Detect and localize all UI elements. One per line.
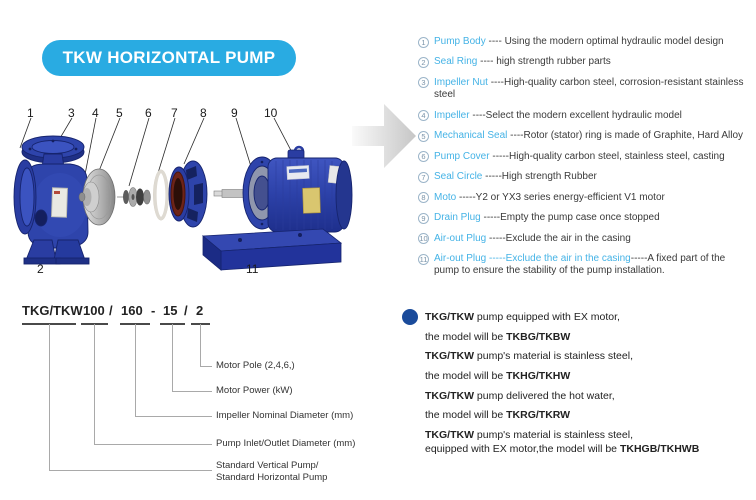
connector-line <box>200 366 212 367</box>
part-name: Mechanical Seal <box>434 130 508 142</box>
part-name: Air-out Plug <box>434 232 487 244</box>
part-item-3 <box>418 77 752 102</box>
part-desc: ----Select the modern excellent hydraulic model <box>472 109 682 121</box>
label-motor-power: Motor Power (kW) <box>216 385 293 396</box>
part-desc: -----Y2 or YX3 series energy-efficient V1 motor <box>459 191 665 203</box>
callout-11: 11 <box>246 262 259 276</box>
part-number-badge: 7 <box>418 172 429 183</box>
model-series: TKG/TKW <box>22 303 83 318</box>
pump-body-part <box>14 136 89 264</box>
callout-10: 10 <box>264 106 278 120</box>
part-number-badge: 4 <box>418 110 429 121</box>
note-line: TKG/TKW pump's material is stainless steel, <box>425 429 633 442</box>
part-name: Seal Circle <box>434 171 483 183</box>
connector-line <box>135 416 212 417</box>
part-name: Moto <box>434 191 457 203</box>
connector-line <box>135 324 136 416</box>
part-number-badge: 1 <box>418 37 429 48</box>
connector-line <box>172 391 212 392</box>
part-number-badge: 6 <box>418 151 429 162</box>
part-name: Seal Ring <box>434 56 478 68</box>
model-inlet: 100 <box>83 303 105 318</box>
part-name: Air-out Plug -----Exclude the air in the casing <box>434 253 631 265</box>
part-desc: -----High-quality carbon steel, stainless steel, casting <box>492 150 725 162</box>
connector-line <box>94 324 95 444</box>
part-desc: -----Exclude the air in the casing <box>489 232 631 244</box>
part-item-5 <box>418 130 752 142</box>
connector-line <box>172 324 173 391</box>
note-line: the model will be TKBG/TKBW <box>425 330 571 343</box>
pump-cover-part <box>169 161 207 227</box>
note-line: TKG/TKW pump delivered the hot water, <box>425 389 615 402</box>
connector-line <box>49 470 212 471</box>
seal-circle-part <box>154 170 169 220</box>
title-banner <box>42 40 296 76</box>
connector-line <box>200 324 201 366</box>
part-item-9 <box>418 212 752 224</box>
model-nomenclature <box>0 295 400 500</box>
model-variant-notes <box>425 311 753 462</box>
model-pole: 2 <box>196 303 204 318</box>
callout-9: 9 <box>231 106 238 120</box>
pump-illustration <box>0 90 430 290</box>
label-standard-horizontal: Standard Horizontal Pump <box>216 472 328 483</box>
part-name: Impeller Nut <box>434 76 488 88</box>
label-standard-vertical: Standard Vertical Pump/ <box>216 460 319 471</box>
model-separator: - <box>151 303 156 318</box>
model-separator: / <box>184 303 188 318</box>
note-line: the model will be TKRG/TKRW <box>425 409 571 422</box>
part-item-11 <box>418 253 752 278</box>
part-item-2 <box>418 56 752 68</box>
part-number-badge: 11 <box>419 254 428 264</box>
callout-2: 2 <box>37 262 44 276</box>
right-arrow-icon <box>352 104 416 168</box>
part-desc: -----A fixed part of the pump to ensure the stability of the pump installation. <box>434 253 726 277</box>
part-item-10 <box>418 233 752 245</box>
model-separator: / <box>109 303 113 318</box>
callout-3: 3 <box>68 106 75 120</box>
part-desc: ----High-quality carbon steel, corrosion-resistant stainless steel <box>434 76 744 101</box>
part-number-badge: 3 <box>418 77 429 88</box>
part-desc: ----Rotor (stator) ring is made of Graphite, Hard Alloy <box>510 130 744 142</box>
model-power: 15 <box>163 303 178 318</box>
part-number-badge: 10 <box>419 234 428 244</box>
pump-base-part <box>203 229 341 270</box>
part-item-7 <box>418 171 752 183</box>
note-line: TKG/TKW pump's material is stainless steel, <box>425 350 633 363</box>
note-line: the model will be TKHG/TKHW <box>425 370 571 383</box>
callout-1: 1 <box>27 106 34 120</box>
part-item-6 <box>418 151 752 163</box>
callout-5: 5 <box>116 106 123 120</box>
part-desc: -----High strength Rubber <box>485 171 597 183</box>
page-title: TKW HORIZONTAL PUMP <box>62 48 276 67</box>
part-desc: ---- Using the modern optimal hydraulic model design <box>488 36 724 47</box>
connector-line <box>94 444 212 445</box>
callout-4: 4 <box>92 106 99 120</box>
part-number-badge: 5 <box>418 131 429 142</box>
note-line: TKG/TKW pump equipped with EX motor, <box>425 311 620 323</box>
part-name: Pump Body <box>434 36 486 47</box>
part-number-badge: 9 <box>418 213 429 224</box>
note-line: equipped with EX motor,the model will be TKHGB/TKHWB <box>425 442 700 455</box>
part-name: Drain Plug <box>434 212 481 224</box>
model-impeller: 160 <box>121 303 143 318</box>
label-inlet-diameter: Pump Inlet/Outlet Diameter (mm) <box>216 438 356 449</box>
part-desc: ---- high strength rubber parts <box>480 56 611 68</box>
callout-6: 6 <box>145 106 152 120</box>
callout-8: 8 <box>200 106 207 120</box>
part-item-4 <box>418 110 752 122</box>
part-item-8 <box>418 192 752 204</box>
mechanical-seal-part <box>117 188 150 207</box>
part-desc: -----Empty the pump case once stopped <box>483 212 660 224</box>
label-motor-pole: Motor Pole (2,4,6,) <box>216 360 295 371</box>
bullet-icon <box>402 309 418 325</box>
connector-line <box>49 324 50 470</box>
exploded-pump-diagram <box>0 90 430 290</box>
parts-list <box>418 36 752 286</box>
part-name: Pump Cover <box>434 150 490 162</box>
part-name: Impeller <box>434 109 470 121</box>
motor-part <box>268 147 352 232</box>
part-number-badge: 8 <box>418 192 429 203</box>
part-number-badge: 2 <box>418 57 429 68</box>
callout-7: 7 <box>171 106 178 120</box>
label-impeller-diameter: Impeller Nominal Diameter (mm) <box>216 410 354 421</box>
part-item-1 <box>418 36 752 48</box>
